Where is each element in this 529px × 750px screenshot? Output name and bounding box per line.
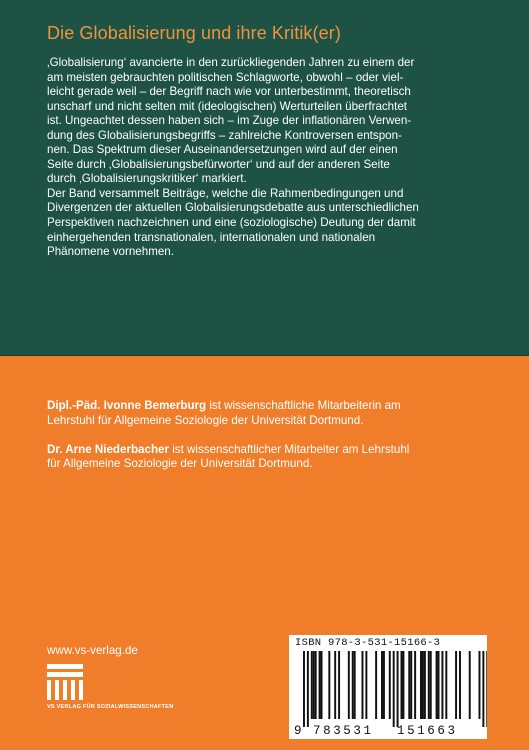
barcode-bar: [414, 651, 416, 719]
barcode-bar: [420, 651, 422, 719]
blurb-line: dung des Globalisierungsbegriffs – zahlreiche Kontroversen entspon-: [47, 128, 402, 142]
barcode-bar: [362, 651, 364, 719]
barcode-bar: [441, 651, 443, 719]
blurb-line: nen. Das Spektrum dieser Auseinandersetzungen wird auf der einen: [47, 143, 398, 157]
book-title: Die Globalisierung und ihre Kritik(er): [47, 23, 341, 43]
barcode-bar: [401, 651, 403, 719]
barcode-bar: [436, 651, 438, 719]
barcode-bars: [289, 651, 487, 727]
vs-verlag-logo-icon: [47, 664, 87, 704]
blurb-line: ‚Globalisierung‘ avancierte in den zurückliegenden Jahren zu einem der: [47, 56, 415, 69]
barcode-bar: [486, 651, 487, 727]
author-bio-line: für Allgemeine Soziologie der Universität Dortmund.: [47, 457, 313, 471]
barcode-bar: [352, 651, 354, 719]
isbn-barcode: [289, 635, 487, 739]
barcode-bar: [313, 651, 315, 719]
blurb-line: Perspektiven nachzeichnen und eine (soziologische) Deutung der damit: [47, 216, 416, 230]
barcode-bar: [424, 651, 426, 719]
barcode-bar: [303, 651, 305, 727]
author-bio: [47, 443, 487, 472]
barcode-bar: [307, 651, 309, 727]
barcode-bar: [383, 651, 385, 719]
author-bio-line: [47, 443, 487, 458]
barcode-bar: [459, 651, 461, 719]
barcode-bar: [397, 651, 399, 727]
isbn-label: ISBN 978-3-531-15166-3: [295, 637, 441, 649]
barcode-bar: [348, 651, 350, 719]
blurb-line: unscharf und nicht selten mit (ideologischen) Werturteilen überfrachtet: [47, 99, 408, 113]
author-bio-line: Lehrstuhl für Allgemeine Soziologie der Universität Dortmund.: [47, 413, 364, 427]
barcode-bar: [328, 651, 330, 719]
author-name: Dr. Arne Niederbacher: [47, 442, 169, 456]
barcode-bar: [422, 651, 424, 719]
blurb-line: leicht gerade weil – der Begriff nach wie vor unterbestimmt, theoretisch: [47, 85, 411, 99]
blurb-line: ist. Ungeachtet dessen haben sich – im Zuge der inflationären Verwen-: [47, 114, 412, 128]
publisher-logo: [47, 664, 247, 724]
blurb-line: Divergenzen der aktuellen Globalisierungsdebatte aus unterschiedlichen: [47, 201, 419, 215]
barcode-bar: [428, 651, 430, 719]
barcode-bar: [393, 651, 395, 727]
barcode-bar: [410, 651, 412, 719]
barcode-bar: [430, 651, 432, 719]
barcode-bar: [408, 651, 410, 719]
blurb-line: einhergehenden transnationalen, internationalen und nationalen: [47, 230, 376, 244]
barcode-bar: [365, 651, 367, 719]
author-bio-line: [47, 399, 487, 414]
publisher-tagline: VS VERLAG FÜR SOZIALWISSENSCHAFTEN: [47, 704, 174, 710]
barcode-bar: [438, 651, 440, 719]
barcode-bar: [338, 651, 340, 719]
barcode-bar: [381, 651, 383, 719]
barcode-bar: [315, 651, 317, 719]
author-bios: [47, 399, 487, 487]
barcode-bar: [482, 651, 484, 727]
book-blurb: [47, 56, 487, 260]
ean-left-group: 783531: [313, 724, 374, 738]
author-bio: [47, 399, 487, 428]
publisher-website: www.vs-verlag.de: [47, 644, 138, 657]
ean-right-group: 151663: [397, 724, 458, 738]
barcode-bar: [334, 651, 336, 719]
barcode-bar: [469, 651, 471, 719]
author-bio-text: ist wissenschaftlicher Mitarbeiter am Lehrstuhl: [169, 442, 410, 456]
blurb-line: Phänomene vornehmen.: [47, 245, 174, 259]
barcode-bar: [311, 651, 313, 719]
blurb-line: Der Band versammelt Beiträge, welche die Rahmenbedingungen und: [47, 186, 404, 200]
barcode-bar: [402, 651, 404, 719]
barcode-bar: [319, 651, 321, 719]
barcode-bar: [455, 651, 457, 719]
ean-lead-digit: 9: [294, 724, 302, 738]
author-name: Dipl.-Päd. Ivonne Bemerburg: [47, 399, 207, 412]
barcode-bar: [479, 651, 481, 719]
blurb-line: am meisten gebrauchten politischen Schlagworte, obwohl – oder viel-: [47, 70, 404, 84]
blurb-line: Seite durch ‚Globalisierungsbefürworter‘ und auf der anderen Seite: [47, 157, 390, 171]
barcode-bar: [445, 651, 447, 719]
barcode-bar: [354, 651, 356, 719]
barcode-bar: [375, 651, 377, 719]
barcode-bar: [321, 651, 323, 719]
blurb-line: durch ‚Globalisierungskritiker‘ markiert.: [47, 172, 247, 186]
author-bio-text: ist wissenschaftliche Mitarbeiterin am: [206, 399, 401, 412]
barcode-bar: [389, 651, 391, 719]
